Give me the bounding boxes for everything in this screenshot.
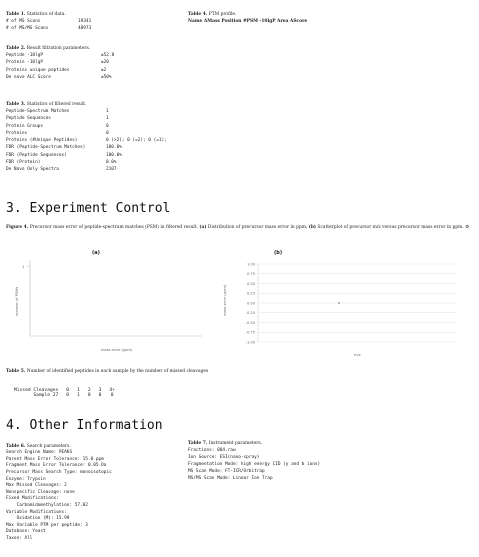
table-1 [6,11,171,33]
chart-b-y-tick: 0.00 [246,301,255,306]
param-line: Max Variable PTM per peptide: 3 [6,522,88,528]
figure-4-caption: Figure 4. Precursor mass error of peptide-spectrum matches (PSM) in filtered result. (a) Distribution of precursor mass error in ppm; (b) Scatterplot of precursor m/z versus precursor mass error in ppm. ⚙ [6,225,470,230]
table-header-row: Missed Cleavages 0 1 2 3 4+ [14,388,115,393]
param-line: Precursor Mass Search Type: monoisotopic [6,469,112,475]
table-row: De novo ALC Score ≥50% [6,74,112,80]
table-row: Proteins 0 [6,130,109,136]
chart-b-xlabel: m/z [354,353,361,357]
table-1-caption: Table 1. Statistics of data. [6,12,66,17]
chart-a-xlabel: mass error (ppm) [101,348,133,352]
table-7 [188,440,438,482]
table-row: De Novo Only Spectra 2107 [6,167,117,173]
chart-b-ylabel: mass error (ppm) [223,284,227,316]
table-row: Sample 27 0 1 0 0 0 [33,393,114,398]
param-line: Taxon: All [6,535,33,541]
table-4 [188,11,468,25]
table-row: Peptide Sequences 1 [6,116,109,122]
table-4-header: Name ΔMass Position #PSM -10lgP Area AScore [188,19,308,25]
table-row: Peptide -10lgP ≥52.8 [6,53,115,59]
param-line: Fragment Mass Error Tolerance: 0.05 Da [6,463,107,469]
missed-cleavages-table [10,388,119,398]
param-line: Fragmentation Mode: high energy CID (y and b ions) [188,462,321,468]
param-line: Enzyme: Trypsin [6,476,46,482]
chart-b [220,256,460,366]
param-line: Database: Yeast [6,529,46,535]
table-6 [6,443,186,543]
chart-b-point [338,302,340,304]
table-row: FDR (Peptide-Spectrum Matches) 100.0% [6,145,122,151]
table-row: FDR (Peptide Sequences) 100.0% [6,152,122,158]
param-line: Nonspecific Cleavage: none [6,489,75,495]
chart-a-ylabel: number of PSMs [15,286,19,316]
param-line: Parent Mass Error Tolerance: 15.0 ppm [6,456,104,462]
table-row: Proteins (#Unique Peptides) 0 (>2); 0 (=2); 0 (=1); [6,138,167,144]
chart-b-y-tick: -0.75 [245,330,255,335]
table-3-caption: Table 3. Statistics of filtered result. [6,102,87,107]
table-row: FDR (Protein) 0.0% [6,159,117,165]
table-6-caption: Table 6. Search parameters. [6,444,71,449]
section-heading: 4. Other Information [6,418,163,433]
table-row: Protein -10lgP ≥20 [6,60,109,66]
param-line: Variable Modifications: [6,509,67,515]
param-line: Search Engine Name: PEAKS [6,450,73,456]
param-line: Max Missed Cleavages: 2 [6,483,67,489]
chart-b-y-tick: 0.50 [246,281,255,286]
table-row: # of MS Scans 19341 [6,19,92,25]
table-3 [6,101,206,173]
panel-b-title: (b) [274,250,283,256]
chart-b-y-tick: 0.25 [246,291,255,296]
chart-b-y-tick: -1.00 [245,340,255,345]
chart-a-y-tick: 1 [22,265,25,269]
panel-a-title: (a) [92,250,100,256]
chart-a [6,256,206,356]
table-5-caption: Table 5. Number of identified peptides in each sample by the number of missed cleavages [6,369,209,374]
table-row: Protein Groups 0 [6,123,109,129]
table-5 [6,368,476,375]
chart-b-y-tick: 0.75 [246,272,255,277]
param-line: Ion Source: ESI(nano-spray) [188,455,260,461]
table-row: Peptide-Spectrum Matches 1 [6,109,109,115]
param-line: Fixed Modifications: [6,496,59,502]
param-line: MS/MS Scan Mode: Linear Ion Trap [188,476,273,482]
table-row: Proteins unique peptides ≥2 [6,67,107,73]
table-7-caption: Table 7. Instrument parameters. [188,441,263,446]
section-heading: 3. Experiment Control [6,201,171,216]
chart-b-y-tick: -0.50 [245,320,255,325]
chart-b-y-tick: 1.00 [246,262,255,267]
table-2 [6,45,171,81]
param-line: Carbamidomethylation: 57.02 [6,502,88,508]
chart-b-y-tick: -0.25 [245,311,255,316]
param-line: Fractions: 004.raw [188,448,236,454]
param-line: MS Scan Mode: FT-ICR/Orbitrap [188,469,265,475]
table-2-caption: Table 2. Result filtration parameters. [6,46,91,51]
param-line: Oxidation (M): 15.99 [6,516,70,522]
table-row: # of MS/MS Scans 40973 [6,26,92,32]
table-4-caption: Table 4. PTM profile. [188,12,237,17]
figure-caption-icon: ⚙ [465,225,470,230]
